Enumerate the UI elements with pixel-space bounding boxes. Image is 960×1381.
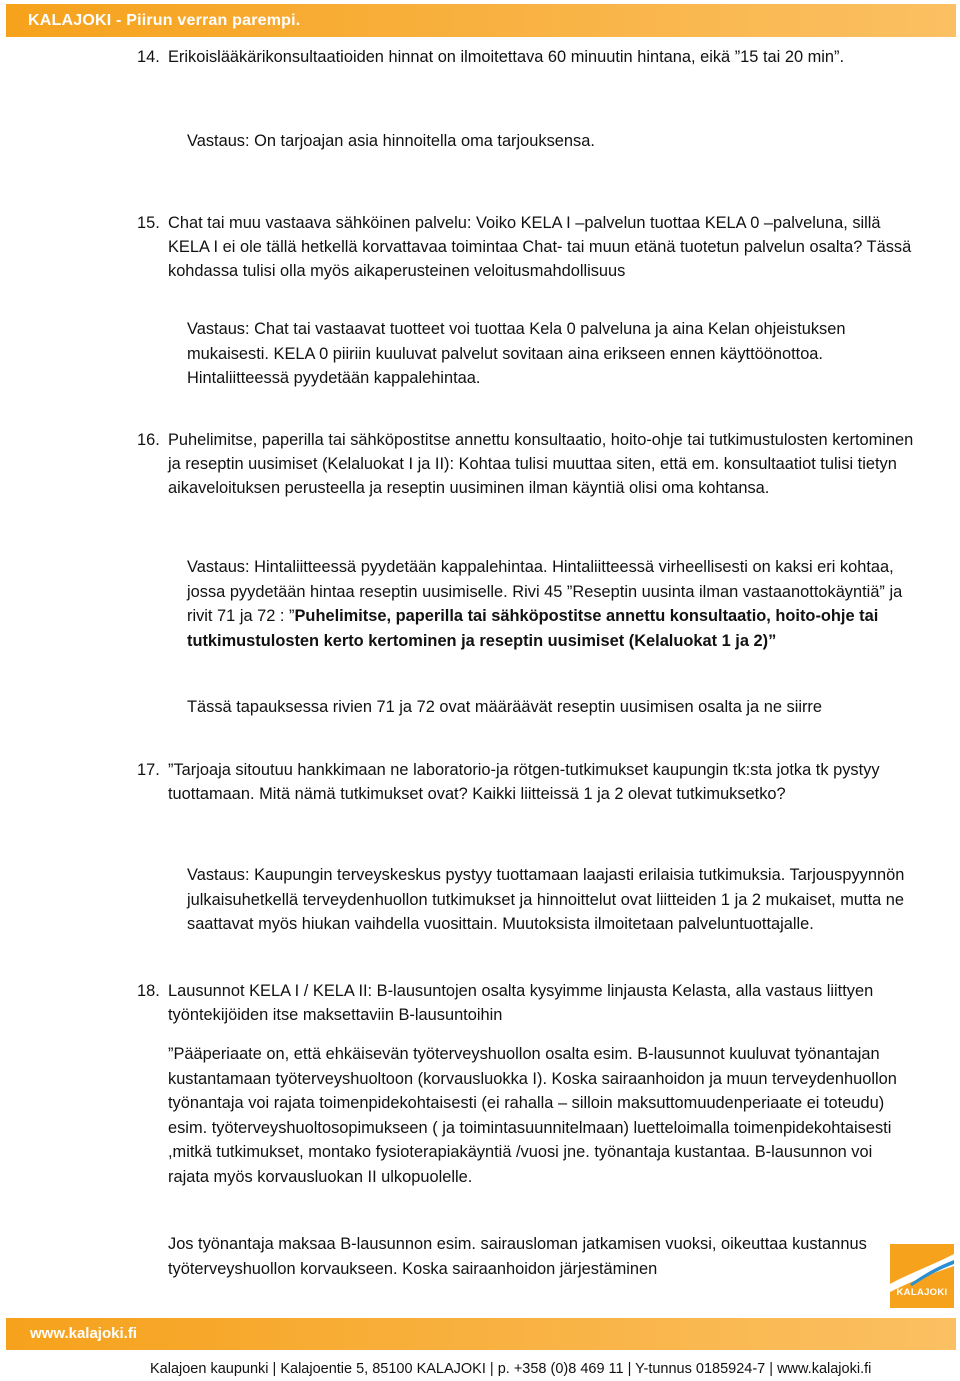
kela-continuation: Jos työnantaja maksaa B-lausunnon esim. sairausloman jatkamisen vuoksi, oikeuttaa kustannus työterveyshuollon korvaukseen. Koska sairaanhoidon järjestäminen (168, 1235, 867, 1278)
answer-quote-bold: Puhelimitse, paperilla tai sähköpostitse annettu konsultaatio, hoito-ohje tai tutkimustulosten kerto kertominen ja reseptin uusimiset (Kelaluokat 1 ja 2)” (187, 607, 879, 650)
kalajoki-logo (890, 1244, 954, 1308)
question-text: Erikoislääkärikonsultaatioiden hinnat on ilmoitettava 60 minuutin hintana, eikä ”15 tai 20 min”. (168, 48, 845, 66)
question-14 (137, 45, 917, 69)
answer-17: Vastaus: Kaupungin terveyskeskus pystyy tuottamaan laajasti erilaisia tutkimuksia. Tarjouspyynnön julkaisuhetkellä terveydenhuollon tutkimukset ja hinnoittelut ovat liitteiden 1 ja 2 mukaiset, mutta ne saattavat myös hiukan vaihdella vuosittain. Muutoksista ilmoitetaan palveluntuottajalle. (187, 866, 905, 934)
question-number: 18. (137, 982, 160, 1000)
question-16 (137, 428, 917, 500)
footer-band[interactable]: www.kalajoki.fi (6, 1318, 956, 1350)
answer-15: Vastaus: Chat tai vastaavat tuotteet voi tuottaa Kela 0 palveluna ja aina Kelan ohjeistuksen mukaisesti. KELA 0 piiriin kuuluvat palvelut sovitaan aina erikseen ennen käyttöönottoa. Hintaliitteessä pyydetään kappalehintaa. (187, 320, 846, 388)
kela-quote: ”Pääperiaate on, että ehkäisevän työterveyshuollon osalta esim. B-lausunnot kuuluvat työnantajan kustantamaan työterveyshuoltoon (korvausluokka I). Koska sairaanhoidon ja muun terveydenhuollon työnantaja voi rajata toimenpidekohtaisesti (ei rahalla – silloin maksuttomuudenperiaate ei toteudu) esim. työterveyshuoltosopimukseen ( ja toimintasuunnitelmaan) luetteloimalla toimenpidekohtaisesti ,mitkä tutkimukset, montako fysioterapiakäyntiä /vuosi jne. työnantaja kustantaa. B-lausunnon voi rajata myös korvausluokan II ulkopuolelle. (168, 1045, 897, 1186)
logo-wave-icon (890, 1244, 954, 1308)
question-number: 16. (137, 431, 160, 449)
question-number: 17. (137, 761, 160, 779)
question-number: 15. (137, 214, 160, 232)
answer-text: Vastaus: Hintaliitteessä pyydetään kappalehintaa. Hintaliitteessä virheellisesti on kaksi eri kohtaa, jossa pyydetään hintaa reseptin uusimiselle. Rivi 45 ”Reseptin uusinta ilman vastaanottokäyntiä” ja rivit 71 ja 72 : ” (187, 558, 903, 626)
header-slogan: Piirun verran parempi. (126, 12, 301, 29)
question-text: Lausunnot KELA I / KELA II: B-lausuntojen osalta kysyimme linjausta Kelasta, alla vastaus liittyen työntekijöiden itse maksettaviin B-lausuntoihin (168, 982, 874, 1024)
answer-16 (187, 555, 922, 653)
question-text: Chat tai muu vastaava sähköinen palvelu: Voiko KELA I –palvelun tuottaa KELA 0 –palveluna, sillä KELA I ei ole tällä hetkellä korvattavaa toimintaa Chat- tai muun etänä tuotetun palvelun osalta? Tässä kohdassa tulisi olla myös aikaperusteinen veloitusmahdollisuus (168, 214, 912, 280)
question-18 (137, 979, 917, 1027)
answer-16-note: Tässä tapauksessa rivien 71 ja 72 ovat määräävät reseptin uusimisen osalta ja ne siirre (187, 698, 823, 716)
question-text: ”Tarjoaja sitoutuu hankkimaan ne laboratorio-ja rötgen-tutkimukset kaupungin tk:sta jotka tk pystyy tuottamaan. Mitä nämä tutkimukset ovat? Kaikki liitteissä 1 ja 2 olevat tutkimuksetko? (168, 761, 880, 803)
question-17 (137, 758, 917, 806)
question-text: Puhelimitse, paperilla tai sähköpostitse annettu konsultaatio, hoito-ohje tai tutkimustulosten kertominen ja reseptin uusimiset (Kelaluokat I ja II): Kohtaa tulisi muuttaa siten, että em. konsultaatiot tulisi tietyn aikaveloituksen perusteella ja reseptin uusiminen ilman käyntiä olisi oma kohtansa. (168, 431, 914, 497)
answer-14: Vastaus: On tarjoajan asia hinnoitella oma tarjouksensa. (187, 132, 595, 150)
footer-contact-info: Kalajoen kaupunki | Kalajoentie 5, 85100 KALAJOKI | p. +358 (0)8 469 11 | Y-tunnus 0185924-7 | www.kalajoki.fi (150, 1361, 872, 1377)
logo-text: KALAJOKI (896, 1287, 948, 1298)
question-number: 14. (137, 48, 160, 66)
header-brand: KALAJOKI - (28, 12, 127, 29)
question-15 (137, 211, 917, 283)
header-band (6, 4, 956, 37)
